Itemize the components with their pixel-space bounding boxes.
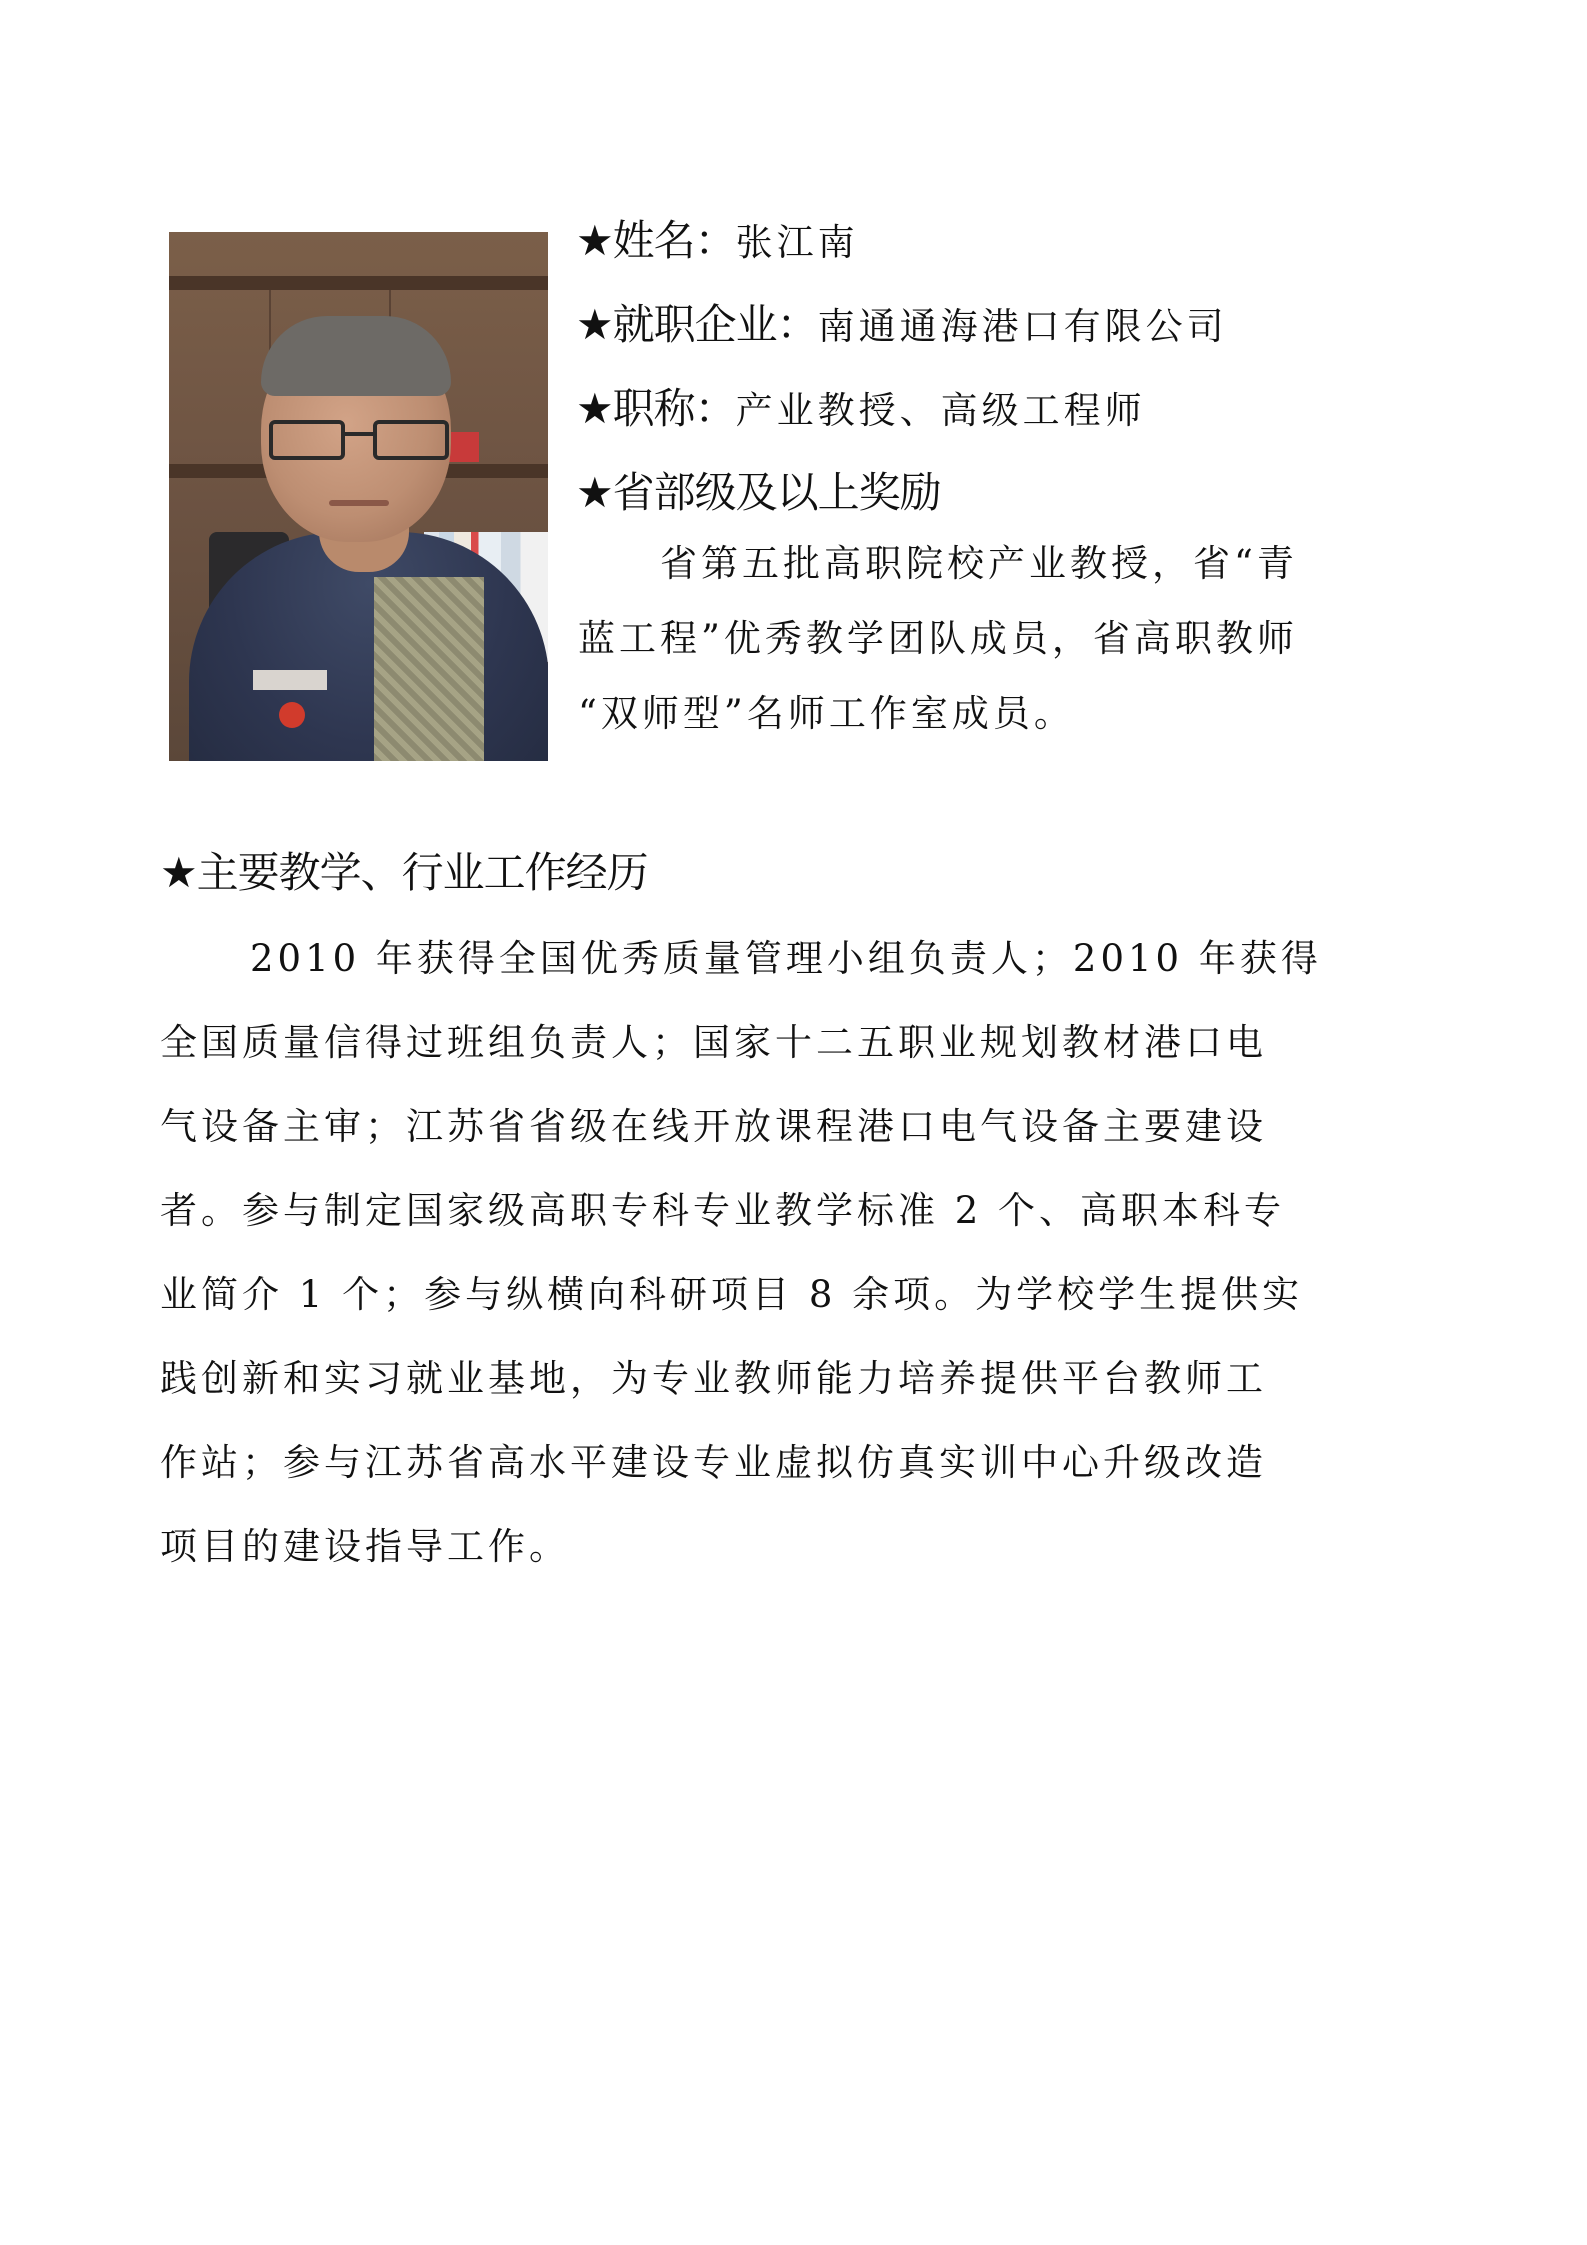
experience-line: 业简介 1 个；参与纵横向科研项目 8 余项。为学校学生提供实 [160,1273,1304,1316]
company-label: ★就职企业： [576,300,818,349]
company-row [576,292,1228,352]
experience-line: 全国质量信得过班组负责人；国家十二五职业规划教材港口电 [160,1021,1267,1064]
company-value: 南通通海港口有限公司 [817,305,1228,348]
awards-line: 蓝工程”优秀教学团队成员，省高职教师 [578,617,1298,660]
awards-line: “双师型”名师工作室成员。 [578,692,1075,735]
experience-line: 气设备主审；江苏省省级在线开放课程港口电气设备主要建设 [160,1105,1267,1148]
name-value: 张江南 [735,221,859,264]
experience-line: 作站；参与江苏省高水平建设专业虚拟仿真实训中心升级改造 [160,1441,1267,1484]
experience-heading: ★主要教学、行业工作经历 [160,848,648,897]
title-row [576,376,1146,436]
awards-heading: ★省部级及以上奖励 [576,468,941,517]
name-row [576,208,859,268]
title-value: 产业教授、高级工程师 [735,389,1146,432]
awards-line: 省第五批高职院校产业教授，省“青 [660,542,1298,585]
experience-line: 2010 年获得全国优秀质量管理小组负责人；2010 年获得 [250,937,1322,980]
title-label: ★职称： [576,384,736,433]
name-label: ★姓名： [576,216,736,265]
experience-line: 践创新和实习就业基地，为专业教师能力培养提供平台教师工 [160,1357,1267,1400]
experience-line: 者。参与制定国家级高职专科专业教学标准 2 个、高职本科专 [160,1189,1286,1232]
portrait-photo [169,232,548,761]
experience-line: 项目的建设指导工作。 [160,1525,570,1568]
